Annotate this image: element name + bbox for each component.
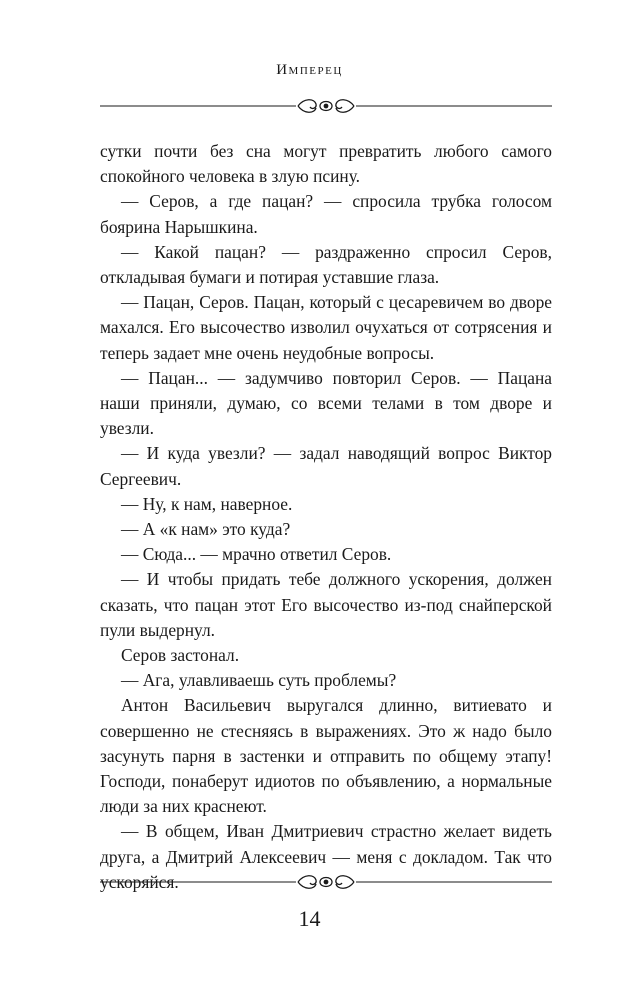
paragraph: сутки почти без сна могут превратить любого самого спокойного человека в злую псину. [100, 141, 552, 187]
paragraph: — И куда увезли? — задал наводящий вопрос Виктор Сергеевич. [100, 443, 552, 489]
paragraph: — Пацан... — задумчиво повторил Серов. — Пацана наши приняли, думаю, со всеми телами в том дворе и увезли. [100, 367, 552, 439]
page-body-text [100, 139, 552, 895]
paragraph: — Какой пацан? — раздраженно спросил Серов, откладывая бумаги и потирая уставшие глаза. [100, 241, 552, 288]
page-header-title: Имперец [276, 62, 343, 78]
header-ornament-divider [100, 94, 552, 118]
paragraph: — Пацан, Серов. Пацан, который с цесаревичем во дворе махался. Его высочество изволил очухаться от сотрясения и теперь задает мне очень неудобные вопросы. [100, 292, 552, 363]
footer-ornament-divider [100, 870, 552, 894]
paragraph: Серов застонал. [121, 645, 240, 666]
paragraph: — Ну, к нам, наверное. [121, 493, 293, 514]
paragraph: Антон Васильевич выругался длинно, витиевато и совершенно не стесняясь в выражениях. Это ж надо было засунуть парня в застенки и отправить по общему этапу! Господи, понаберут идиотов по объявлению, а нормальные люди за них краснеют. [100, 695, 552, 817]
paragraph: — Сюда... — мрачно ответил Серов. [121, 544, 392, 565]
page-number: 14 [298, 906, 321, 931]
paragraph: — Ага, улавливаешь суть проблемы? [121, 670, 397, 691]
paragraph: — И чтобы придать тебе должного ускорения, должен сказать, что пацан этот Его высочество из-под снайперской пули выдернул. [100, 569, 552, 640]
paragraph: — В общем, Иван Дмитриевич страстно желает видеть друга, а Дмитрий Алексеевич — меня с докладом. Так что ускоряйся. [100, 821, 552, 892]
paragraph: — Серов, а где пацан? — спросила трубка голосом боярина Нарышкина. [100, 191, 552, 237]
paragraph: — А «к нам» это куда? [121, 519, 291, 540]
